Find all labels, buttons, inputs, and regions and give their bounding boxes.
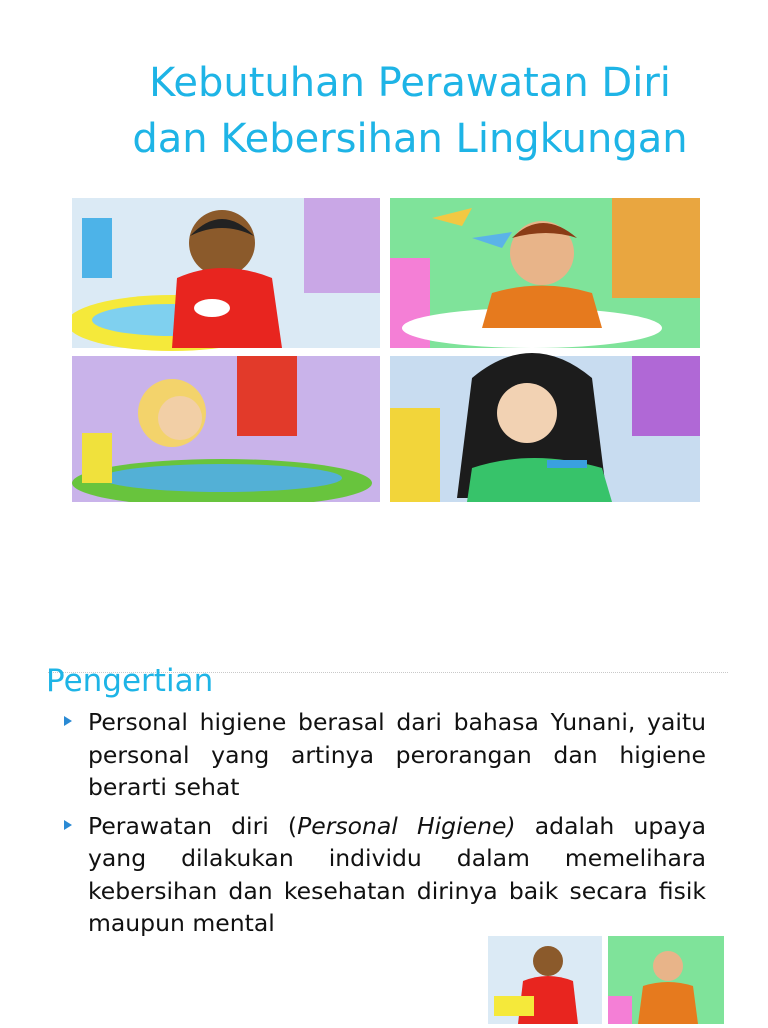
bullet-item <box>62 706 706 804</box>
panel-boy-washing-hands <box>72 198 380 351</box>
bullet-item <box>62 810 706 940</box>
triangle-bullet-icon <box>64 716 72 726</box>
bullet-text-start: Perawatan diri ( <box>88 811 298 840</box>
bullet-text-end: adalah upaya yang dilakukan individu dalam memelihara kebersihan dan kesehatan dirinya baik secara fisik maupun mental <box>88 811 706 937</box>
title-line-1: Kebutuhan Perawatan Diri <box>149 60 671 106</box>
bullet-list <box>62 706 706 946</box>
title-line-2: dan Kebersihan Lingkungan <box>132 116 688 162</box>
panel-girl-brushing-hair <box>390 353 700 502</box>
hygiene-illustration <box>72 198 700 502</box>
section-heading: Pengertian <box>46 663 214 699</box>
slide-title <box>90 55 730 167</box>
bullet-text-italic: Personal Higiene) <box>297 811 516 840</box>
triangle-bullet-icon <box>64 820 72 830</box>
bullet-text: Personal higiene berasal dari bahasa Yunani, yaitu personal yang artinya perorangan dan higiene berarti sehat <box>88 708 706 801</box>
panel-girl-washing-face <box>72 356 380 502</box>
hygiene-thumbnail <box>488 936 724 1024</box>
panel-boy-brushing-teeth <box>390 198 700 348</box>
